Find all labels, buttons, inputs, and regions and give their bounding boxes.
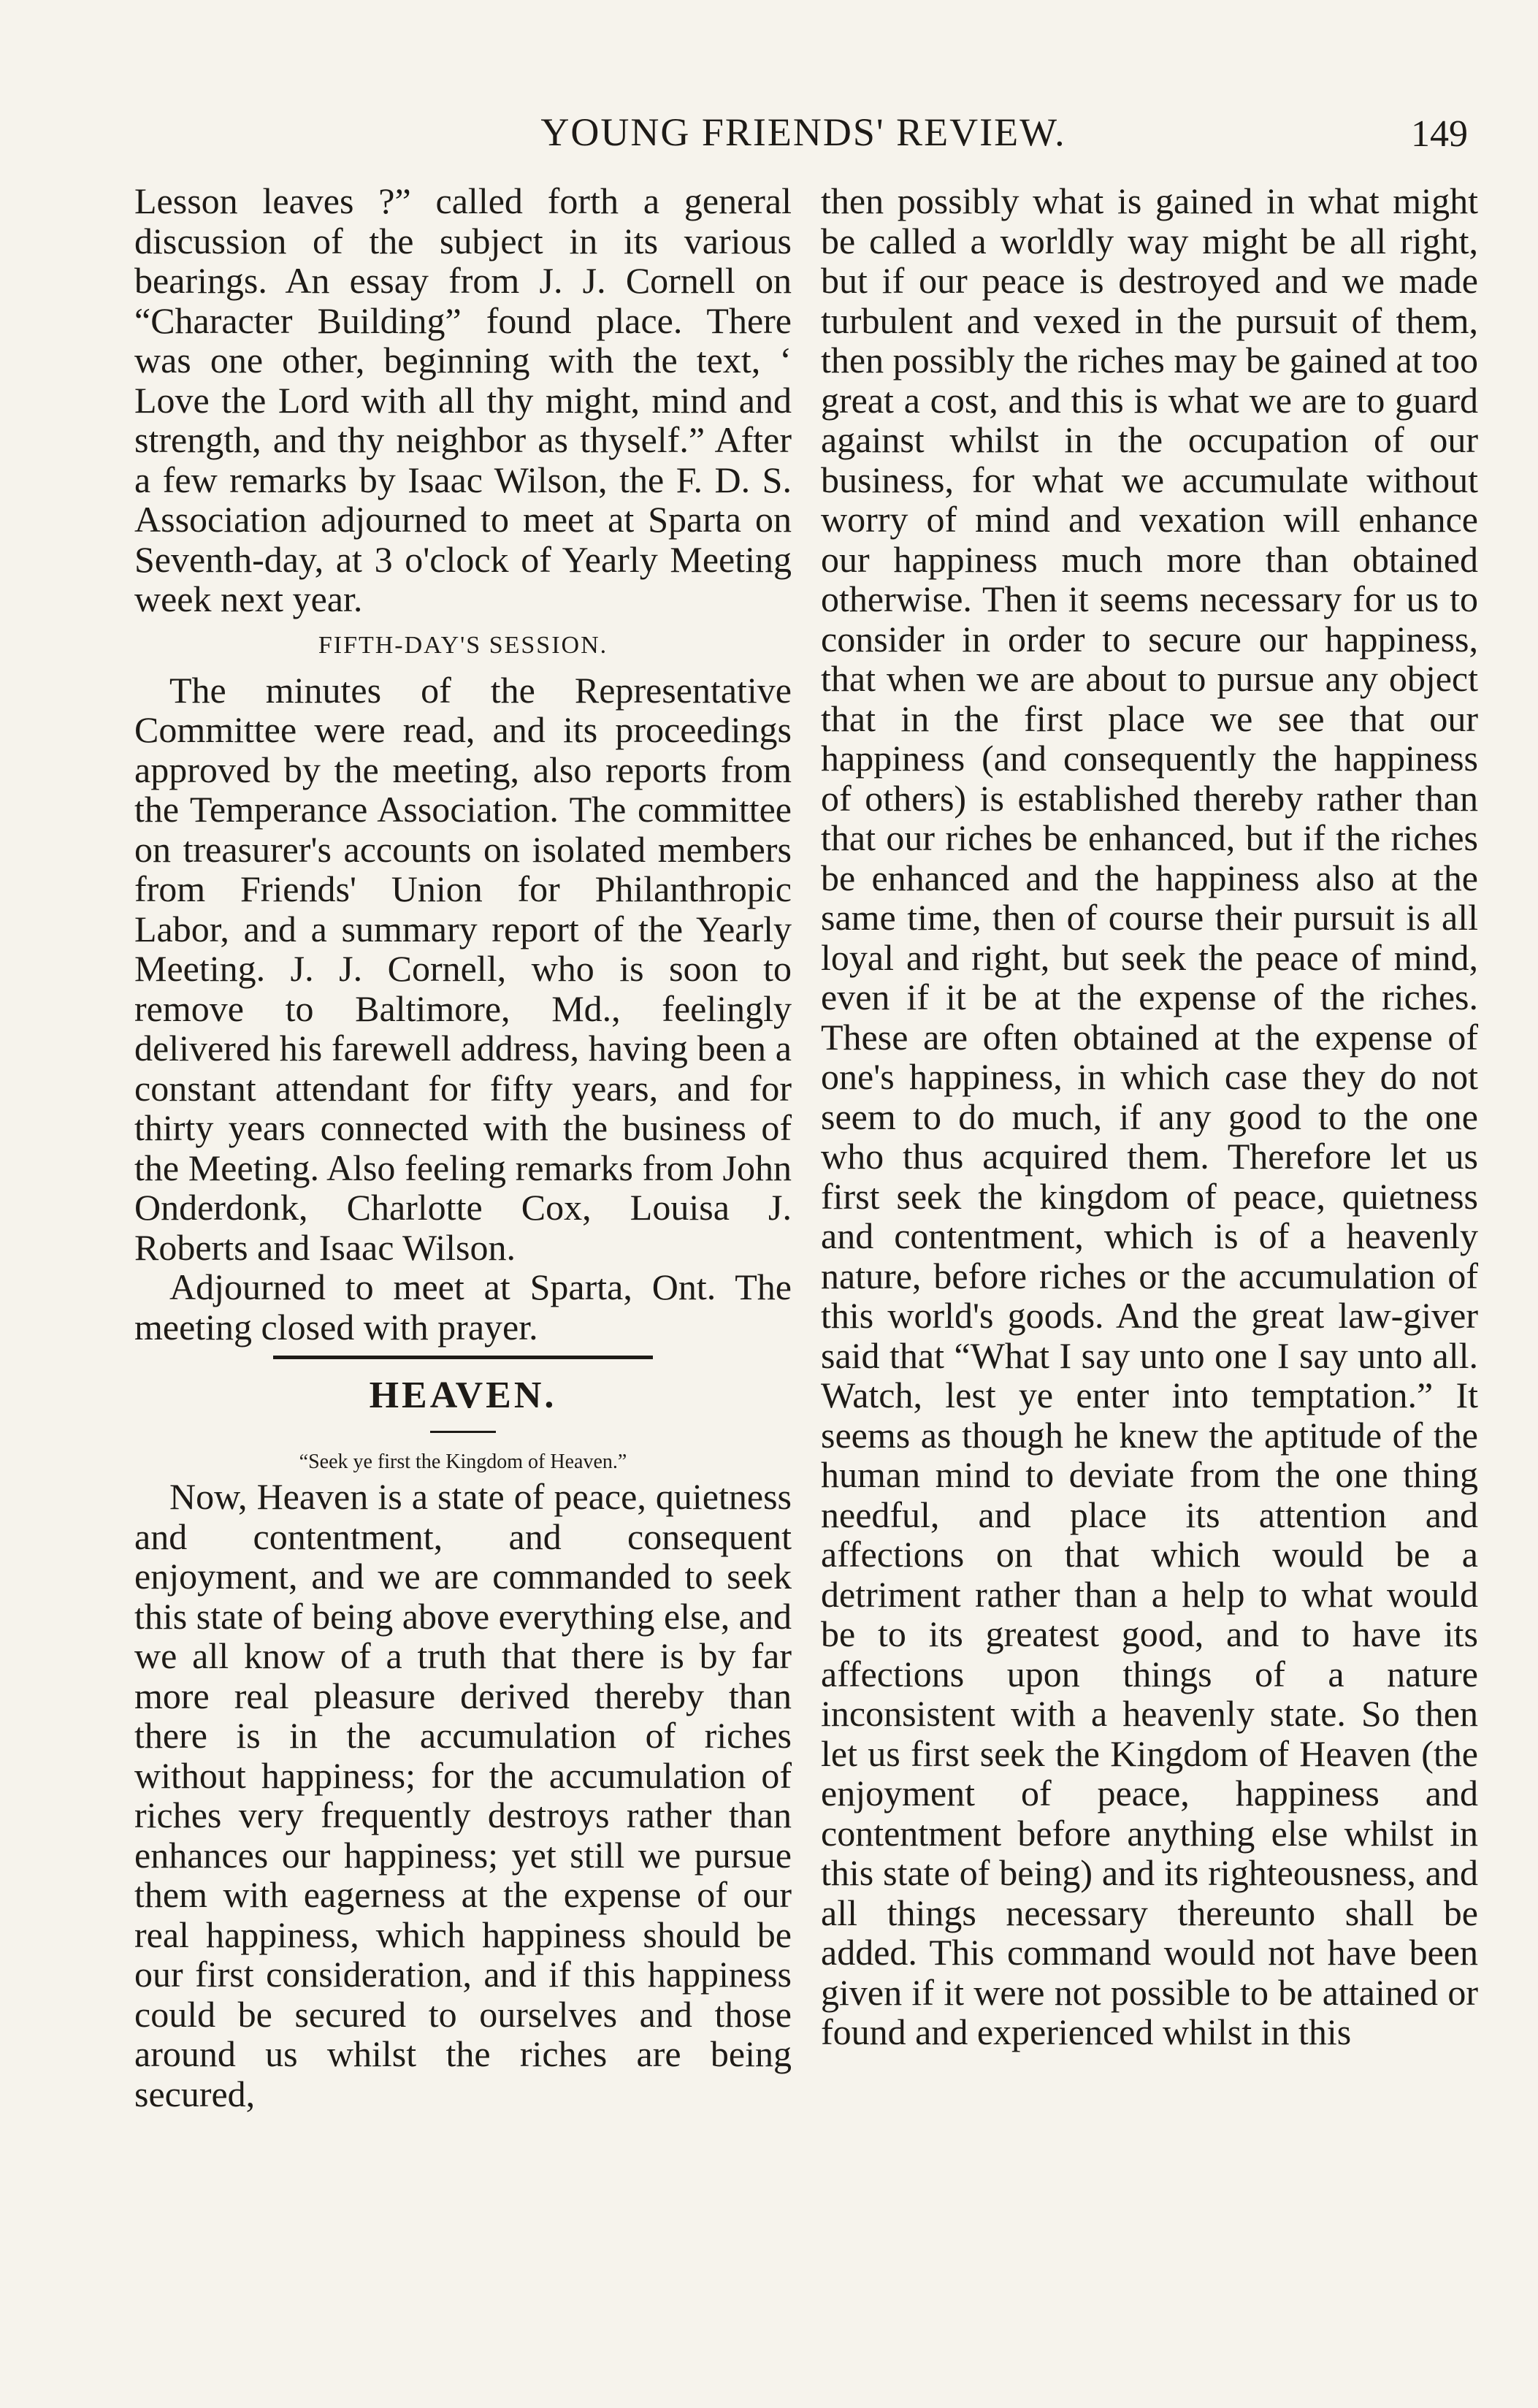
page-header xyxy=(139,110,1468,175)
article-continuation: then possibly what is gained in what might be called a worldly way might be all right, but if our peace is destroyed and we made turbulent and vexed in the pursuit of them, then possibly the riches may be gained at too great a cost, and this is what we are to guard against whilst in the occupation of our business, for what we accumulate without worry of mind and vexation will enhance our happiness much more than obtained otherwise. Then it seems necessary for us to consider in order to secure our happiness, that when we are about to pursue any object that in the first place we see that our happiness (and consequently the happiness of others) is established thereby rather than that our riches be enhanced, but if the riches be enhanced and the happiness also at the same time, then of course their pursuit is all loyal and right, but seek the peace of mind, even if it be at the expense of the riches. These are often obtained at the expense of one's happiness, in which case they do not seem to do much, if any good to the one who thus acquired them. Therefore let us first seek the kingdom of peace, quietness and contentment, which is of a heavenly nature, before riches or the accumulation of this world's goods. And the great law-giver said that “What I say unto one I say unto all. Watch, lest ye enter into temptation.” It seems as though he knew the aptitude of the human mind to deviate from the one thing needful, and place its attention and affections on that which would be a detriment rather than a help to what would be to its greatest good, and to have its affections upon things of a nature inconsistent with a heavenly state. So then let us first seek the Kingdom of Heaven (the enjoyment of peace, happiness and contentment before anything else whilst in this state of being) and its righteousness, and all things necessary thereunto shall be added. This command would not have been given if it were not possible to be attained or found and experienced whilst in this xyxy=(821,180,1478,2052)
session-paragraph: The minutes of the Representative Committee were read, and its proceedings approved by the meeting, also reports from the Temperance Association. The committee on treasurer's accounts on isolated members from Friends' Union for Philanthropic Labor, and a summary report of the Yearly Meeting. J. J. Cornell, who is soon to remove to Baltimore, Md., feelingly delivered his farewell address, having been a constant attendant for fifty years, and for thirty years connected with the business of the Meeting. Also feeling remarks from John Onderdonk, Charlotte Cox, Louisa J. Roberts and Isaac Wilson. xyxy=(134,669,792,1268)
left-column xyxy=(134,181,792,2114)
article-paragraph: Now, Heaven is a state of peace, quietness and contentment, and consequent enjoyment, and we are commanded to seek this state of being above everything else, and we all know of a truth that there is by far more real pleasure derived thereby than there is in the accumulation of riches without happiness; for the accumulation of riches very frequently destroys rather than enhances our happiness; yet still we pursue them with eagerness at the expense of our real happiness, which happiness should be our first consideration, and if this happiness could be secured to ourselves and those around us whilst the riches are being secured, xyxy=(134,1476,792,2114)
running-title: YOUNG FRIENDS' REVIEW. xyxy=(540,110,1066,154)
title-underline xyxy=(430,1431,496,1433)
opening-paragraph: Lesson leaves ?” called forth a general discussion of the subject in its various bearings. An essay from J. J. Cornell on “Character Building” found place. There was one other, beginning with the text, ‘ Love the Lord with all thy might, mind and strength, and thy neighbor as thyself.” After a few remarks by Isaac Wilson, the F. D. S. Association adjourned to meet at Sparta on Seventh-day, at 3 o'clock of Yearly Meeting week next year. xyxy=(134,180,792,619)
right-column xyxy=(821,181,1478,2052)
epigraph: “Seek ye first the Kingdom of Heaven.” xyxy=(299,1450,627,1473)
page-number: 149 xyxy=(1411,113,1468,155)
session-closing-paragraph: Adjourned to meet at Sparta, Ont. The meeting closed with prayer. xyxy=(134,1266,792,1348)
article-title: HEAVEN. xyxy=(369,1375,557,1416)
session-heading: FIFTH-DAY'S SESSION. xyxy=(318,631,608,659)
section-divider xyxy=(273,1356,653,1359)
